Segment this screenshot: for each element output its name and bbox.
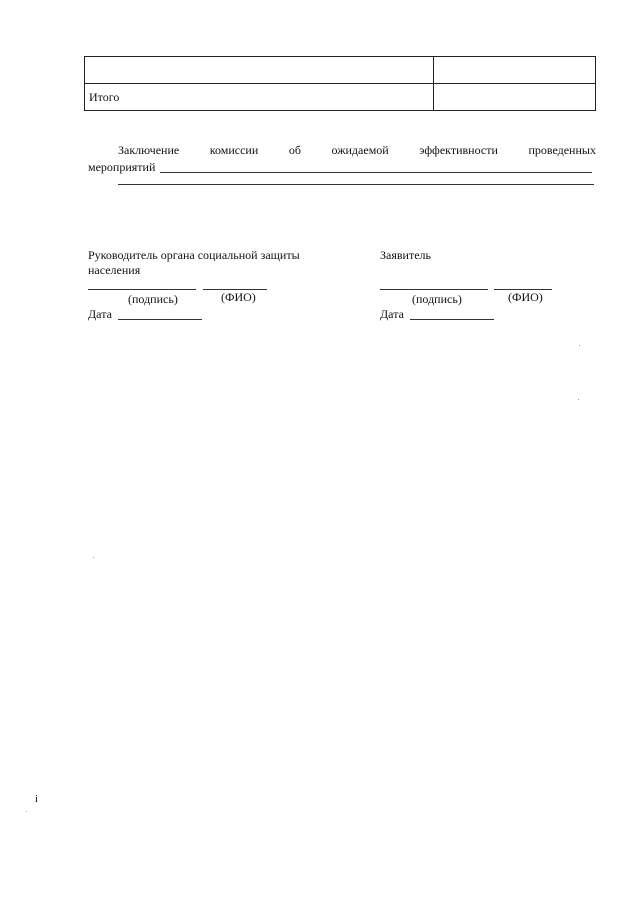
left-sign-title-line2: населения [88, 263, 141, 277]
left-signature-line [88, 289, 196, 290]
conclusion-word: эффективности [419, 143, 498, 157]
left-date-line [118, 319, 202, 320]
table-column-divider [433, 57, 434, 110]
scan-speck [579, 345, 580, 346]
table-row-total [85, 84, 595, 110]
total-label: Итого [89, 90, 120, 104]
conclusion-word: об [288, 143, 301, 157]
conclusion-word: Заключение [118, 143, 180, 157]
right-date-line [410, 319, 494, 320]
scan-speck [93, 557, 94, 558]
conclusion-word: комиссии [209, 143, 259, 157]
table-row [85, 57, 595, 84]
conclusion-word: проведенных [528, 143, 596, 157]
margin-mark: i [35, 793, 39, 805]
left-name-caption: (ФИО) [221, 290, 256, 304]
scan-speck [578, 399, 579, 400]
conclusion-line-1 [118, 143, 596, 158]
left-signature-caption: (подпись) [128, 292, 178, 306]
conclusion-fill-line-2 [118, 184, 594, 185]
left-sign-title-line1: Руководитель органа социальной защиты [88, 248, 300, 262]
right-sign-title: Заявитель [380, 248, 431, 262]
right-name-caption: (ФИО) [508, 290, 543, 304]
conclusion-word: ожидаемой [331, 143, 389, 157]
right-signature-caption: (подпись) [412, 292, 462, 306]
summary-table [84, 56, 596, 111]
left-date-label: Дата [88, 307, 112, 321]
conclusion-fill-line-1 [160, 172, 592, 173]
scan-speck [26, 811, 27, 812]
conclusion-line-2-label: мероприятий [88, 160, 156, 174]
right-signature-line [380, 289, 488, 290]
right-date-label: Дата [380, 307, 404, 321]
